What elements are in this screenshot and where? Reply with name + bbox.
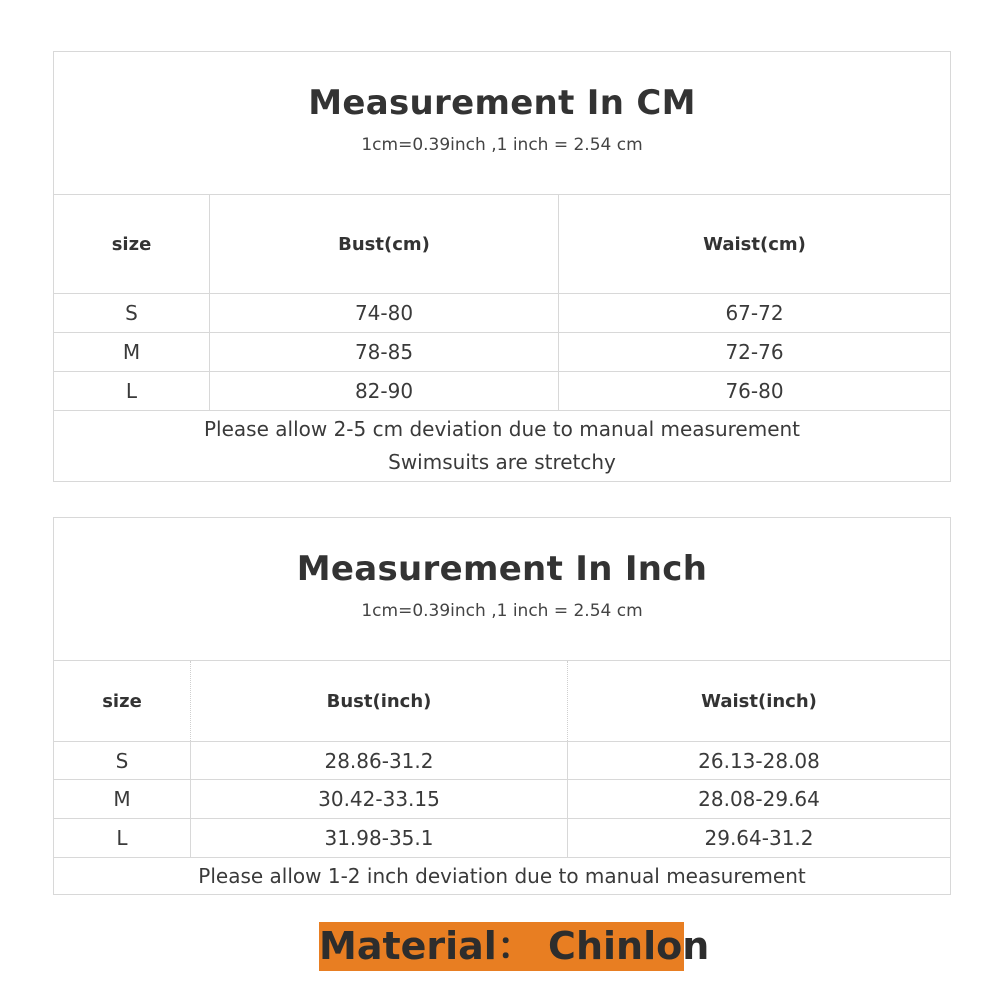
deviation-note: Please allow 2-5 cm deviation due to manual measurement [204,417,801,441]
deviation-note-cell [54,411,951,482]
size-cell: S [54,294,210,333]
waist-cell: 76-80 [559,372,951,411]
bust-cell: 78-85 [210,333,559,372]
table-row [54,780,951,819]
size-cell: L [54,372,210,411]
table-row [54,372,951,411]
table-title: Measurement In Inch [296,549,708,589]
waist-cell: 67-72 [559,294,951,333]
table-row [54,819,951,858]
table-row [54,294,951,333]
conversion-note: 1cm=0.39inch ,1 inch = 2.54 cm [361,135,643,155]
waist-cell: 26.13-28.08 [568,742,951,780]
deviation-note: Please allow 1-2 inch deviation due to manual measurement [198,863,806,888]
bust-cell: 30.42-33.15 [191,780,568,819]
waist-cell: 72-76 [559,333,951,372]
material-label: Material： Chinlon [319,922,684,971]
bust-cell: 28.86-31.2 [191,742,568,780]
header-waist: Waist(cm) [559,195,951,294]
size-cell: M [54,780,191,819]
table-row [54,333,951,372]
table-title-cell [54,518,951,661]
size-table-inch [53,517,951,895]
bust-cell: 74-80 [210,294,559,333]
table-row [54,742,951,780]
table-title: Measurement In CM [308,83,696,123]
size-cell: M [54,333,210,372]
deviation-note-cell [54,858,951,895]
size-cell: L [54,819,191,858]
waist-cell: 28.08-29.64 [568,780,951,819]
header-bust: Bust(inch) [191,661,568,742]
waist-cell: 29.64-31.2 [568,819,951,858]
stretch-note: Swimsuits are stretchy [388,450,616,474]
table-title-cell [54,52,951,195]
header-waist: Waist(inch) [568,661,951,742]
bust-cell: 31.98-35.1 [191,819,568,858]
size-table-cm [53,51,951,482]
header-bust: Bust(cm) [210,195,559,294]
size-cell: S [54,742,191,780]
conversion-note: 1cm=0.39inch ,1 inch = 2.54 cm [361,601,643,621]
bust-cell: 82-90 [210,372,559,411]
header-size: size [54,195,210,294]
header-size: size [54,661,191,742]
